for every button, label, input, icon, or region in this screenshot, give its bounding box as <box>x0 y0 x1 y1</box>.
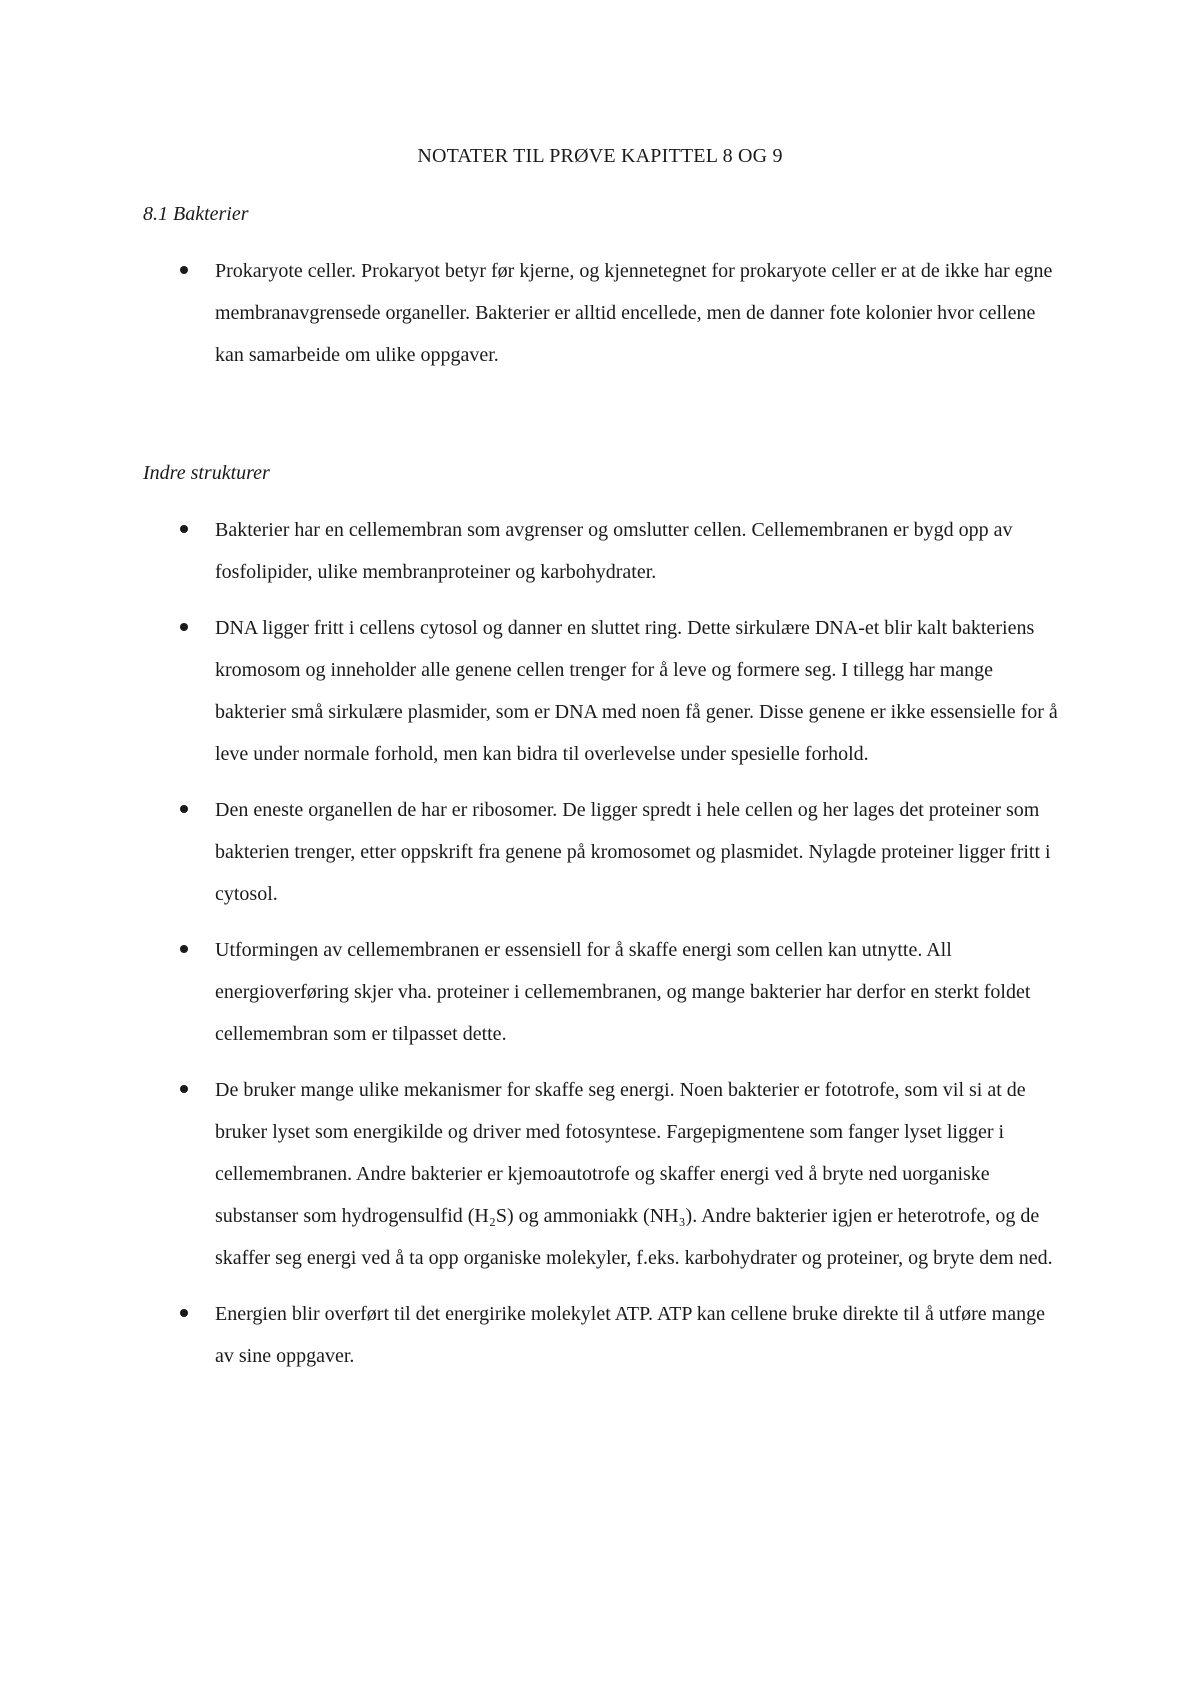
bullet-dot-icon <box>180 525 188 533</box>
bullet-text: Bakterier har en cellemembran som avgrenser og omslutter cellen. Cellemembranen er bygd opp av fosfolipider, ulike membranproteiner og karbohydrater. <box>215 519 1013 583</box>
section-heading-indre-strukturer: Indre strukturer <box>143 462 270 484</box>
bullet-text: Energien blir overført til det energirike molekylet ATP. ATP kan cellene bruke direkte til å utføre mange av sine oppgaver. <box>215 1303 1045 1367</box>
bullet-dot-icon <box>180 1085 188 1093</box>
bullet-list-indre-strukturer <box>0 509 1200 1391</box>
list-item <box>0 1069 1060 1279</box>
bullet-dot-icon <box>180 266 188 274</box>
list-item <box>0 509 1060 593</box>
bullet-text: De bruker mange ulike mekanismer for skaffe seg energi. Noen bakterier er fototrofe, som vil si at de bruker lyset som energikilde og driver med fotosyntese. Fargepigmentene som fanger lyset ligger i cellemembranen. Andre bakterier er kjemoautotrofe og skaffer energi ved å bryte ned uorganiske substanser som hydrogensulfid (H₂S) og ammoniakk (NH₃). Andre bakterier igjen er heterotrofe, og de skaffer seg energi ved å ta opp organiske molekyler, f.eks. karbohydrater og proteiner, og bryte dem ned. <box>215 1079 1053 1269</box>
bullet-dot-icon <box>180 1309 188 1317</box>
list-item <box>0 789 1060 915</box>
bullet-list-bakterier <box>0 250 1200 390</box>
list-item <box>0 250 1060 376</box>
bullet-dot-icon <box>180 623 188 631</box>
document-title: NOTATER TIL PRØVE KAPITTEL 8 OG 9 <box>417 145 783 167</box>
section-heading-bakterier: 8.1 Bakterier <box>143 203 249 225</box>
list-item <box>0 1293 1060 1377</box>
bullet-text: Utformingen av cellemembranen er essensiell for å skaffe energi som cellen kan utnytte. All energioverføring skjer vha. proteiner i cellemembranen, og mange bakterier har derfor en sterkt foldet cellemembran som er tilpasset dette. <box>215 939 1031 1045</box>
bullet-dot-icon <box>180 805 188 813</box>
list-item <box>0 929 1060 1055</box>
bullet-dot-icon <box>180 945 188 953</box>
list-item <box>0 607 1060 775</box>
bullet-text: DNA ligger fritt i cellens cytosol og danner en sluttet ring. Dette sirkulære DNA-et blir kalt bakteriens kromosom og inneholder alle genene cellen trenger for å leve og formere seg. I tillegg har mange bakterier små sirkulære plasmider, som er DNA med noen få gener. Disse genene er ikke essensielle for å leve under normale forhold, men kan bidra til overlevelse under spesielle forhold. <box>215 617 1058 765</box>
bullet-text: Prokaryote celler. Prokaryot betyr før kjerne, og kjennetegnet for prokaryote celler er at de ikke har egne membranavgrensede organeller. Bakterier er alltid encellede, men de danner fote kolonier hvor cellene kan samarbeide om ulike oppgaver. <box>215 260 1053 366</box>
bullet-text: Den eneste organellen de har er ribosomer. De ligger spredt i hele cellen og her lages det proteiner som bakterien trenger, etter oppskrift fra genene på kromosomet og plasmidet. Nylagde proteiner ligger fritt i cytosol. <box>215 799 1051 905</box>
